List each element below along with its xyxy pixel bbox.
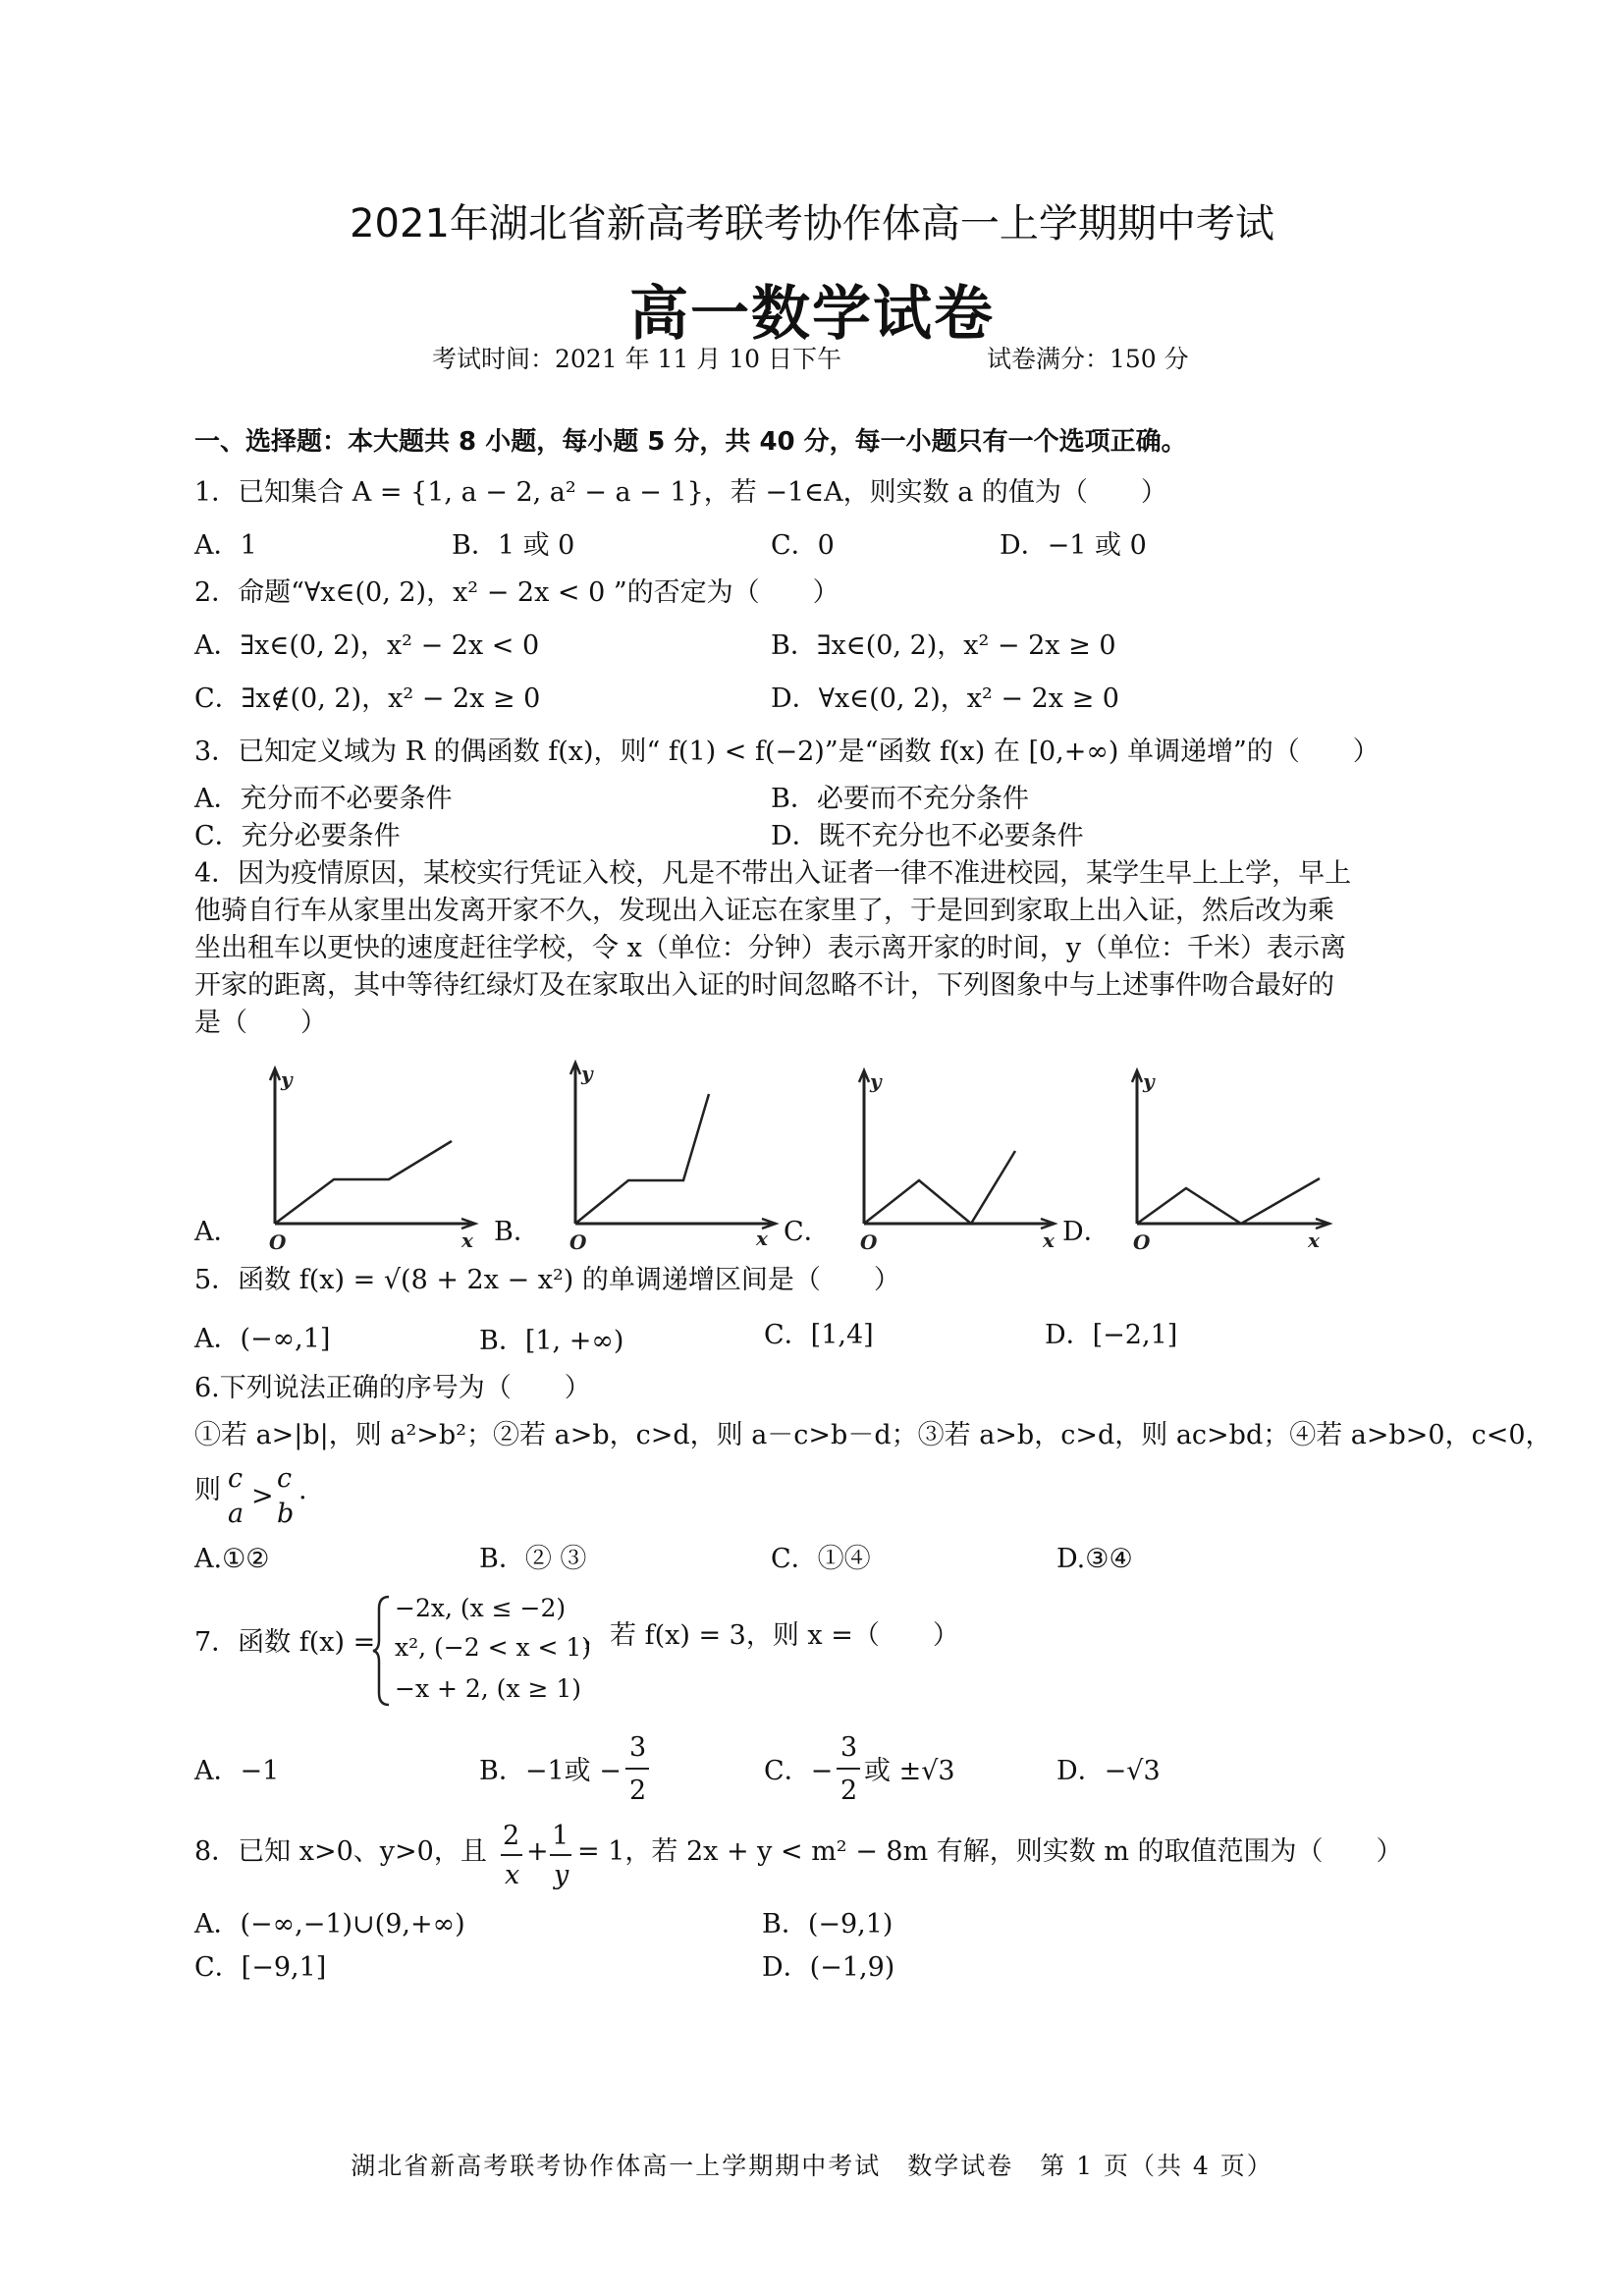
q7-c-fraction-bar: [837, 1768, 860, 1770]
q8-frac2-num: 1: [552, 1821, 569, 1851]
q7-c-tail: 或 ±√3: [864, 1756, 955, 1786]
q8-frac1-num: 2: [503, 1821, 520, 1851]
q4-line-3: 坐出租车以更快的速度赶往学校，令 x（单位：分钟）表示离开家的时间，y（单位：千米）表示离: [194, 933, 1347, 963]
q4b-y-label: y: [581, 1062, 593, 1085]
q4-line-5: 是（ ）: [194, 1008, 327, 1038]
q5-option-c: C．[1,4]: [764, 1320, 874, 1350]
q8-option-a: A．(−∞,−1)∪(9,+∞): [194, 1909, 465, 1940]
page-footer: 湖北省新高考联考协作体高一上学期期中考试 数学试卷 第 1 页（共 4 页）: [351, 2152, 1273, 2180]
q7-b-fraction-bar: [625, 1768, 649, 1770]
q4-graph-c: [846, 1061, 1082, 1254]
q8-frac1-den: x: [505, 1860, 520, 1890]
q6-option-a: A.①②: [194, 1544, 270, 1574]
q2-option-c: C．∃x∉(0, 2)，x² − 2x ≥ 0: [194, 683, 541, 714]
q5-option-a: A．(−∞,1]: [194, 1324, 331, 1354]
q4-line-1: 4．因为疫情原因，某校实行凭证入校，凡是不带出入证者一律不准进校园，某学生早上上学，早上: [194, 858, 1352, 889]
q1-option-c: C．0: [771, 530, 835, 561]
q5-option-b: B．[1, +∞): [479, 1326, 624, 1356]
q7-option-c: C．−: [764, 1756, 834, 1786]
q6-frac1-num: c: [228, 1463, 244, 1494]
exam-title: 2021年湖北省新高考联考协作体高一上学期期中考试: [350, 201, 1274, 246]
q4d-y-label: y: [1143, 1069, 1155, 1093]
q7-case-1: −2x, (x ≤ −2): [395, 1594, 567, 1622]
q7-prefix: 7．函数 f(x) =: [194, 1627, 376, 1658]
q3-stem: 3．已知定义域为 R 的偶函数 f(x)，则“ f(1) < f(−2)”是“函数 f(x) 在 [0,+∞) 单调递增”的（ ）: [194, 737, 1380, 767]
q3-option-d: D．既不充分也不必要条件: [771, 821, 1084, 851]
q1-option-b: B．1 或 0: [452, 530, 575, 561]
q4-graph-b: [558, 1053, 793, 1254]
exam-time: 考试时间：2021 年 11 月 10 日下午: [432, 345, 841, 373]
q4-option-a: A．: [194, 1217, 241, 1247]
q6-option-c: C．①④: [771, 1544, 871, 1574]
q7-case-3: −x + 2, (x ≥ 1): [395, 1674, 582, 1703]
q4b-x-label: x: [756, 1227, 768, 1250]
q6-stem: 6.下列说法正确的序号为（ ）: [194, 1373, 591, 1403]
q4d-x-label: x: [1308, 1229, 1320, 1252]
q2-option-b: B．∃x∈(0, 2)，x² − 2x ≥ 0: [771, 630, 1116, 661]
q6-statements: ①若 a>|b|，则 a²>b²；②若 a>b，c>d，则 a－c>b－d；③若 a>b，c>d，则 ac>bd；④若 a>b>0，c<0，: [194, 1420, 1552, 1450]
q8-option-c: C．[−9,1]: [194, 1952, 327, 1983]
q7-option-b: B．−1或 −: [479, 1756, 622, 1786]
q4-graph-d: [1119, 1061, 1355, 1254]
q5-option-d: D．[−2,1]: [1045, 1320, 1178, 1350]
q3-option-a: A．充分而不必要条件: [194, 784, 453, 814]
q4a-y-label: y: [281, 1067, 293, 1091]
q7-option-d: D．−√3: [1056, 1756, 1161, 1786]
q6-option-b: B．② ③: [479, 1544, 587, 1574]
q7-b-denominator: 2: [629, 1776, 647, 1806]
q6-period: .: [298, 1475, 307, 1505]
q4-option-c: C．: [784, 1217, 831, 1247]
q3-option-b: B．必要而不充分条件: [771, 784, 1029, 814]
q8-frac2-bar: [550, 1854, 571, 1856]
q7-c-denominator: 2: [840, 1776, 858, 1806]
q3-option-c: C．充分必要条件: [194, 821, 401, 851]
q1-option-d: D．−1 或 0: [1000, 530, 1147, 561]
q8-suffix: = 1，若 2x + y < m² − 8m 有解，则实数 m 的取值范围为（ ）: [577, 1836, 1403, 1867]
q4-line-4: 开家的距离，其中等待红绿灯及在家取出入证的时间忽略不计，下列图象中与上述事件吻合最好的: [194, 970, 1334, 1001]
q8-plus: +: [526, 1836, 549, 1867]
q8-frac2-den: y: [554, 1860, 569, 1890]
q4a-origin-label: O: [269, 1230, 287, 1254]
q1-option-a: A．1: [194, 530, 257, 561]
q4-option-b: B．: [494, 1217, 540, 1247]
q2-option-a: A．∃x∈(0, 2)，x² − 2x < 0: [194, 630, 540, 661]
q6-then-label: 则: [194, 1475, 221, 1505]
q4-graph-a: [257, 1059, 493, 1254]
q7-brace: [371, 1593, 393, 1709]
q6-gt: >: [251, 1481, 274, 1511]
section-heading: 一、选择题：本大题共 8 小题，每小题 5 分，共 40 分，每一小题只有一个选项正确。: [194, 427, 1187, 457]
q7-option-a: A．−1: [194, 1756, 280, 1786]
q7-b-numerator: 3: [629, 1732, 647, 1763]
q8-option-d: D．(−1,9): [762, 1952, 895, 1983]
q8-frac1-bar: [501, 1854, 522, 1856]
q4d-origin-label: O: [1133, 1230, 1151, 1254]
full-score: 试卷满分：150 分: [987, 345, 1189, 373]
paper-subject-title: 高一数学试卷: [629, 280, 995, 349]
q4c-y-label: y: [870, 1069, 882, 1093]
q2-option-d: D．∀x∈(0, 2)，x² − 2x ≥ 0: [771, 683, 1119, 714]
q6-frac2-num: c: [277, 1463, 293, 1494]
q7-c-numerator: 3: [840, 1732, 858, 1763]
q7-case-2: x², (−2 < x < 1): [395, 1633, 592, 1662]
q6-frac2-den: b: [277, 1499, 295, 1529]
q6-option-d: D.③④: [1056, 1544, 1133, 1574]
q2-stem: 2．命题“∀x∈(0, 2)，x² − 2x < 0 ”的否定为（ ）: [194, 577, 839, 608]
q6-frac1-den: a: [228, 1499, 244, 1529]
q4b-origin-label: O: [569, 1230, 587, 1254]
q5-stem: 5．函数 f(x) = √(8 + 2x − x²) 的单调递增区间是（ ）: [194, 1265, 900, 1295]
q8-prefix: 8．已知 x>0、y>0，且: [194, 1836, 487, 1867]
q1-stem: 1．已知集合 A = {1, a − 2, a² − a − 1}，若 −1∈A，则实数 a 的值为（ ）: [194, 477, 1167, 508]
q4-option-d: D．: [1062, 1217, 1110, 1247]
q7-suffix: ，若 f(x) = 3，则 x =（ ）: [583, 1620, 959, 1651]
q4a-x-label: x: [461, 1229, 473, 1252]
q4c-x-label: x: [1043, 1229, 1055, 1252]
q4-line-2: 他骑自行车从家里出发离开家不久，发现出入证忘在家里了，于是回到家取上出入证，然后改为乘: [194, 896, 1334, 926]
q8-option-b: B．(−9,1): [762, 1909, 893, 1940]
q4c-origin-label: O: [860, 1230, 878, 1254]
